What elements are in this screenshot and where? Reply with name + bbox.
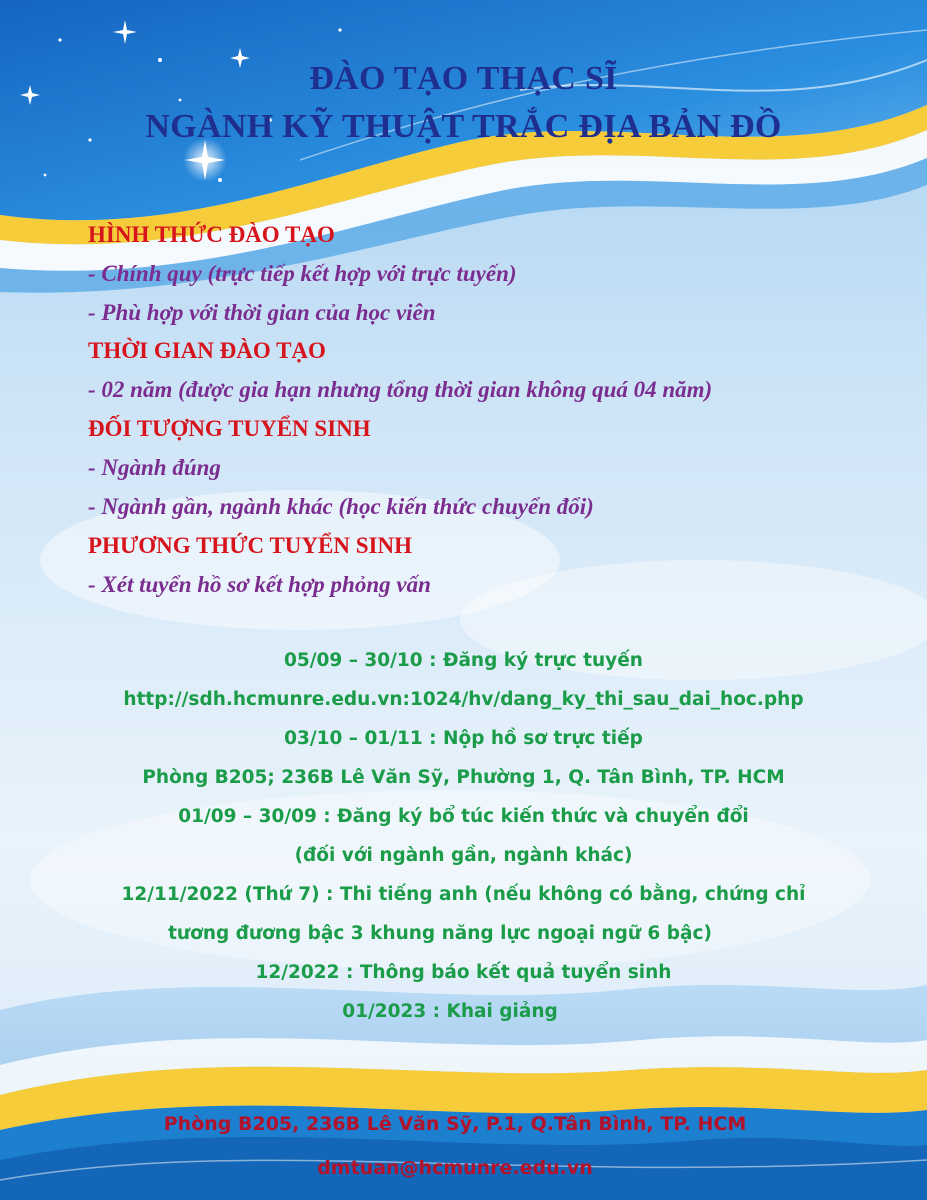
schedule-line: 12/11/2022 (Thứ 7) : Thi tiếng anh (nếu không có bằng, chứng chỉ <box>121 884 806 905</box>
section-item: - Ngành đúng <box>88 455 221 480</box>
section-heading-admission-method: PHƯƠNG THỨC TUYỂN SINH <box>88 533 412 558</box>
schedule-line: tương đương bậc 3 khung năng lực ngoại ngữ 6 bậc) <box>168 923 712 944</box>
section-heading-training-time: THỜI GIAN ĐÀO TẠO <box>88 338 326 363</box>
title-line-2: NGÀNH KỸ THUẬT TRẮC ĐỊA BẢN ĐỒ <box>145 108 782 145</box>
section-item: - Phù hợp với thời gian của học viên <box>88 300 436 325</box>
section-heading-training-form: HÌNH THỨC ĐÀO TẠO <box>88 222 335 247</box>
footer-email[interactable]: dmtuan@hcmunre.edu.vn <box>317 1157 593 1179</box>
section-item: - 02 năm (được gia hạn nhưng tổng thời gian không quá 04 năm) <box>88 377 713 402</box>
footer-address: Phòng B205, 236B Lê Văn Sỹ, P.1, Q.Tân Bình, TP. HCM <box>163 1113 747 1135</box>
schedule-line: 05/09 – 30/10 : Đăng ký trực tuyến <box>284 650 643 671</box>
schedule-line: Phòng B205; 236B Lê Văn Sỹ, Phường 1, Q. Tân Bình, TP. HCM <box>142 767 785 788</box>
section-item: - Xét tuyển hồ sơ kết hợp phỏng vấn <box>88 572 431 597</box>
schedule-line: 03/10 – 01/11 : Nộp hồ sơ trực tiếp <box>284 728 643 749</box>
schedule-line: 01/2023 : Khai giảng <box>342 1001 558 1022</box>
section-item: - Ngành gần, ngành khác (học kiến thức chuyển đổi) <box>88 494 594 519</box>
schedule-line: 01/09 – 30/09 : Đăng ký bổ túc kiến thức và chuyển đổi <box>178 806 749 827</box>
title-line-1: ĐÀO TẠO THẠC SĨ <box>309 60 618 97</box>
schedule-line: 12/2022 : Thông báo kết quả tuyển sinh <box>255 962 672 983</box>
registration-link[interactable]: http://sdh.hcmunre.edu.vn:1024/hv/dang_ky_thi_sau_dai_hoc.php <box>123 689 804 710</box>
schedule-line: (đối với ngành gần, ngành khác) <box>294 845 633 866</box>
section-item: - Chính quy (trực tiếp kết hợp với trực tuyến) <box>88 261 517 286</box>
section-heading-candidates: ĐỐI TƯỢNG TUYỂN SINH <box>88 416 371 441</box>
